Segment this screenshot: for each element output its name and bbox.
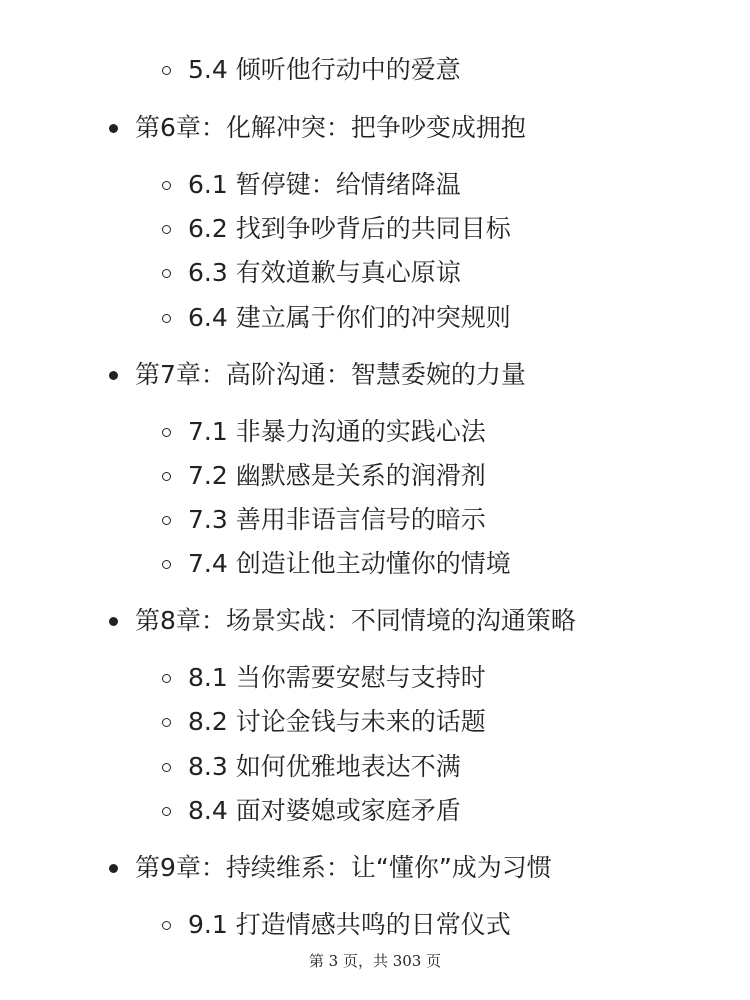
circle-bullet-icon: [162, 225, 171, 234]
toc-chapter-text: 第7章：高阶沟通：智慧委婉的力量: [135, 360, 526, 389]
toc-section-text: 8.4 面对婆媳或家庭矛盾: [188, 796, 461, 825]
toc-section-item[interactable]: [162, 459, 486, 493]
toc-section-item[interactable]: [162, 547, 511, 581]
toc-section-text: 6.1 暂停键：给情绪降温: [188, 170, 461, 199]
toc-section-item[interactable]: [162, 301, 511, 335]
circle-bullet-icon: [162, 314, 171, 323]
toc-section-item[interactable]: [162, 415, 486, 449]
toc-chapter-item[interactable]: [109, 111, 526, 145]
toc-section-text: 7.3 善用非语言信号的暗示: [188, 505, 486, 534]
toc-section-text: 7.4 创造让他主动懂你的情境: [188, 549, 511, 578]
circle-bullet-icon: [162, 66, 171, 75]
toc-chapter-text: 第6章：化解冲突：把争吵变成拥抱: [135, 113, 526, 142]
toc-section-item[interactable]: [162, 212, 511, 246]
toc-section-item[interactable]: [162, 661, 486, 695]
circle-bullet-icon: [162, 472, 171, 481]
circle-bullet-icon: [162, 516, 171, 525]
circle-bullet-icon: [162, 718, 171, 727]
toc-section-text: 8.1 当你需要安慰与支持时: [188, 663, 486, 692]
circle-bullet-icon: [162, 921, 171, 930]
disc-bullet-icon: [109, 617, 118, 626]
circle-bullet-icon: [162, 560, 171, 569]
toc-chapter-item[interactable]: [109, 358, 526, 392]
disc-bullet-icon: [109, 371, 118, 380]
toc-section-text: 7.2 幽默感是关系的润滑剂: [188, 461, 486, 490]
toc-section-text: 6.4 建立属于你们的冲突规则: [188, 303, 511, 332]
toc-section-text: 7.1 非暴力沟通的实践心法: [188, 417, 486, 446]
toc-chapter-item[interactable]: [109, 851, 552, 885]
toc-section-text: 6.3 有效道歉与真心原谅: [188, 258, 461, 287]
toc-section-item[interactable]: [162, 705, 486, 739]
disc-bullet-icon: [109, 124, 118, 133]
toc-section-item[interactable]: [162, 908, 511, 942]
toc-chapter-item[interactable]: [109, 604, 576, 638]
toc-section-item[interactable]: [162, 53, 461, 87]
toc-section-item[interactable]: [162, 503, 486, 537]
toc-chapter-text: 第9章：持续维系：让“懂你”成为习惯: [135, 853, 552, 882]
toc-section-item[interactable]: [162, 256, 461, 290]
toc-section-item[interactable]: [162, 750, 461, 784]
disc-bullet-icon: [109, 864, 118, 873]
circle-bullet-icon: [162, 763, 171, 772]
circle-bullet-icon: [162, 674, 171, 683]
toc-section-text: 9.1 打造情感共鸣的日常仪式: [188, 910, 511, 939]
toc-section-text: 8.2 讨论金钱与未来的话题: [188, 707, 486, 736]
circle-bullet-icon: [162, 807, 171, 816]
toc-section-text: 5.4 倾听他行动中的爱意: [188, 55, 461, 84]
toc-section-text: 6.2 找到争吵背后的共同目标: [188, 214, 511, 243]
toc-section-item[interactable]: [162, 168, 461, 202]
circle-bullet-icon: [162, 428, 171, 437]
page-number-footer: 第 3 页，共 303 页: [308, 952, 442, 970]
toc-chapter-text: 第8章：场景实战：不同情境的沟通策略: [135, 606, 576, 635]
circle-bullet-icon: [162, 181, 171, 190]
circle-bullet-icon: [162, 269, 171, 278]
toc-section-text: 8.3 如何优雅地表达不满: [188, 752, 461, 781]
toc-section-item[interactable]: [162, 794, 461, 828]
